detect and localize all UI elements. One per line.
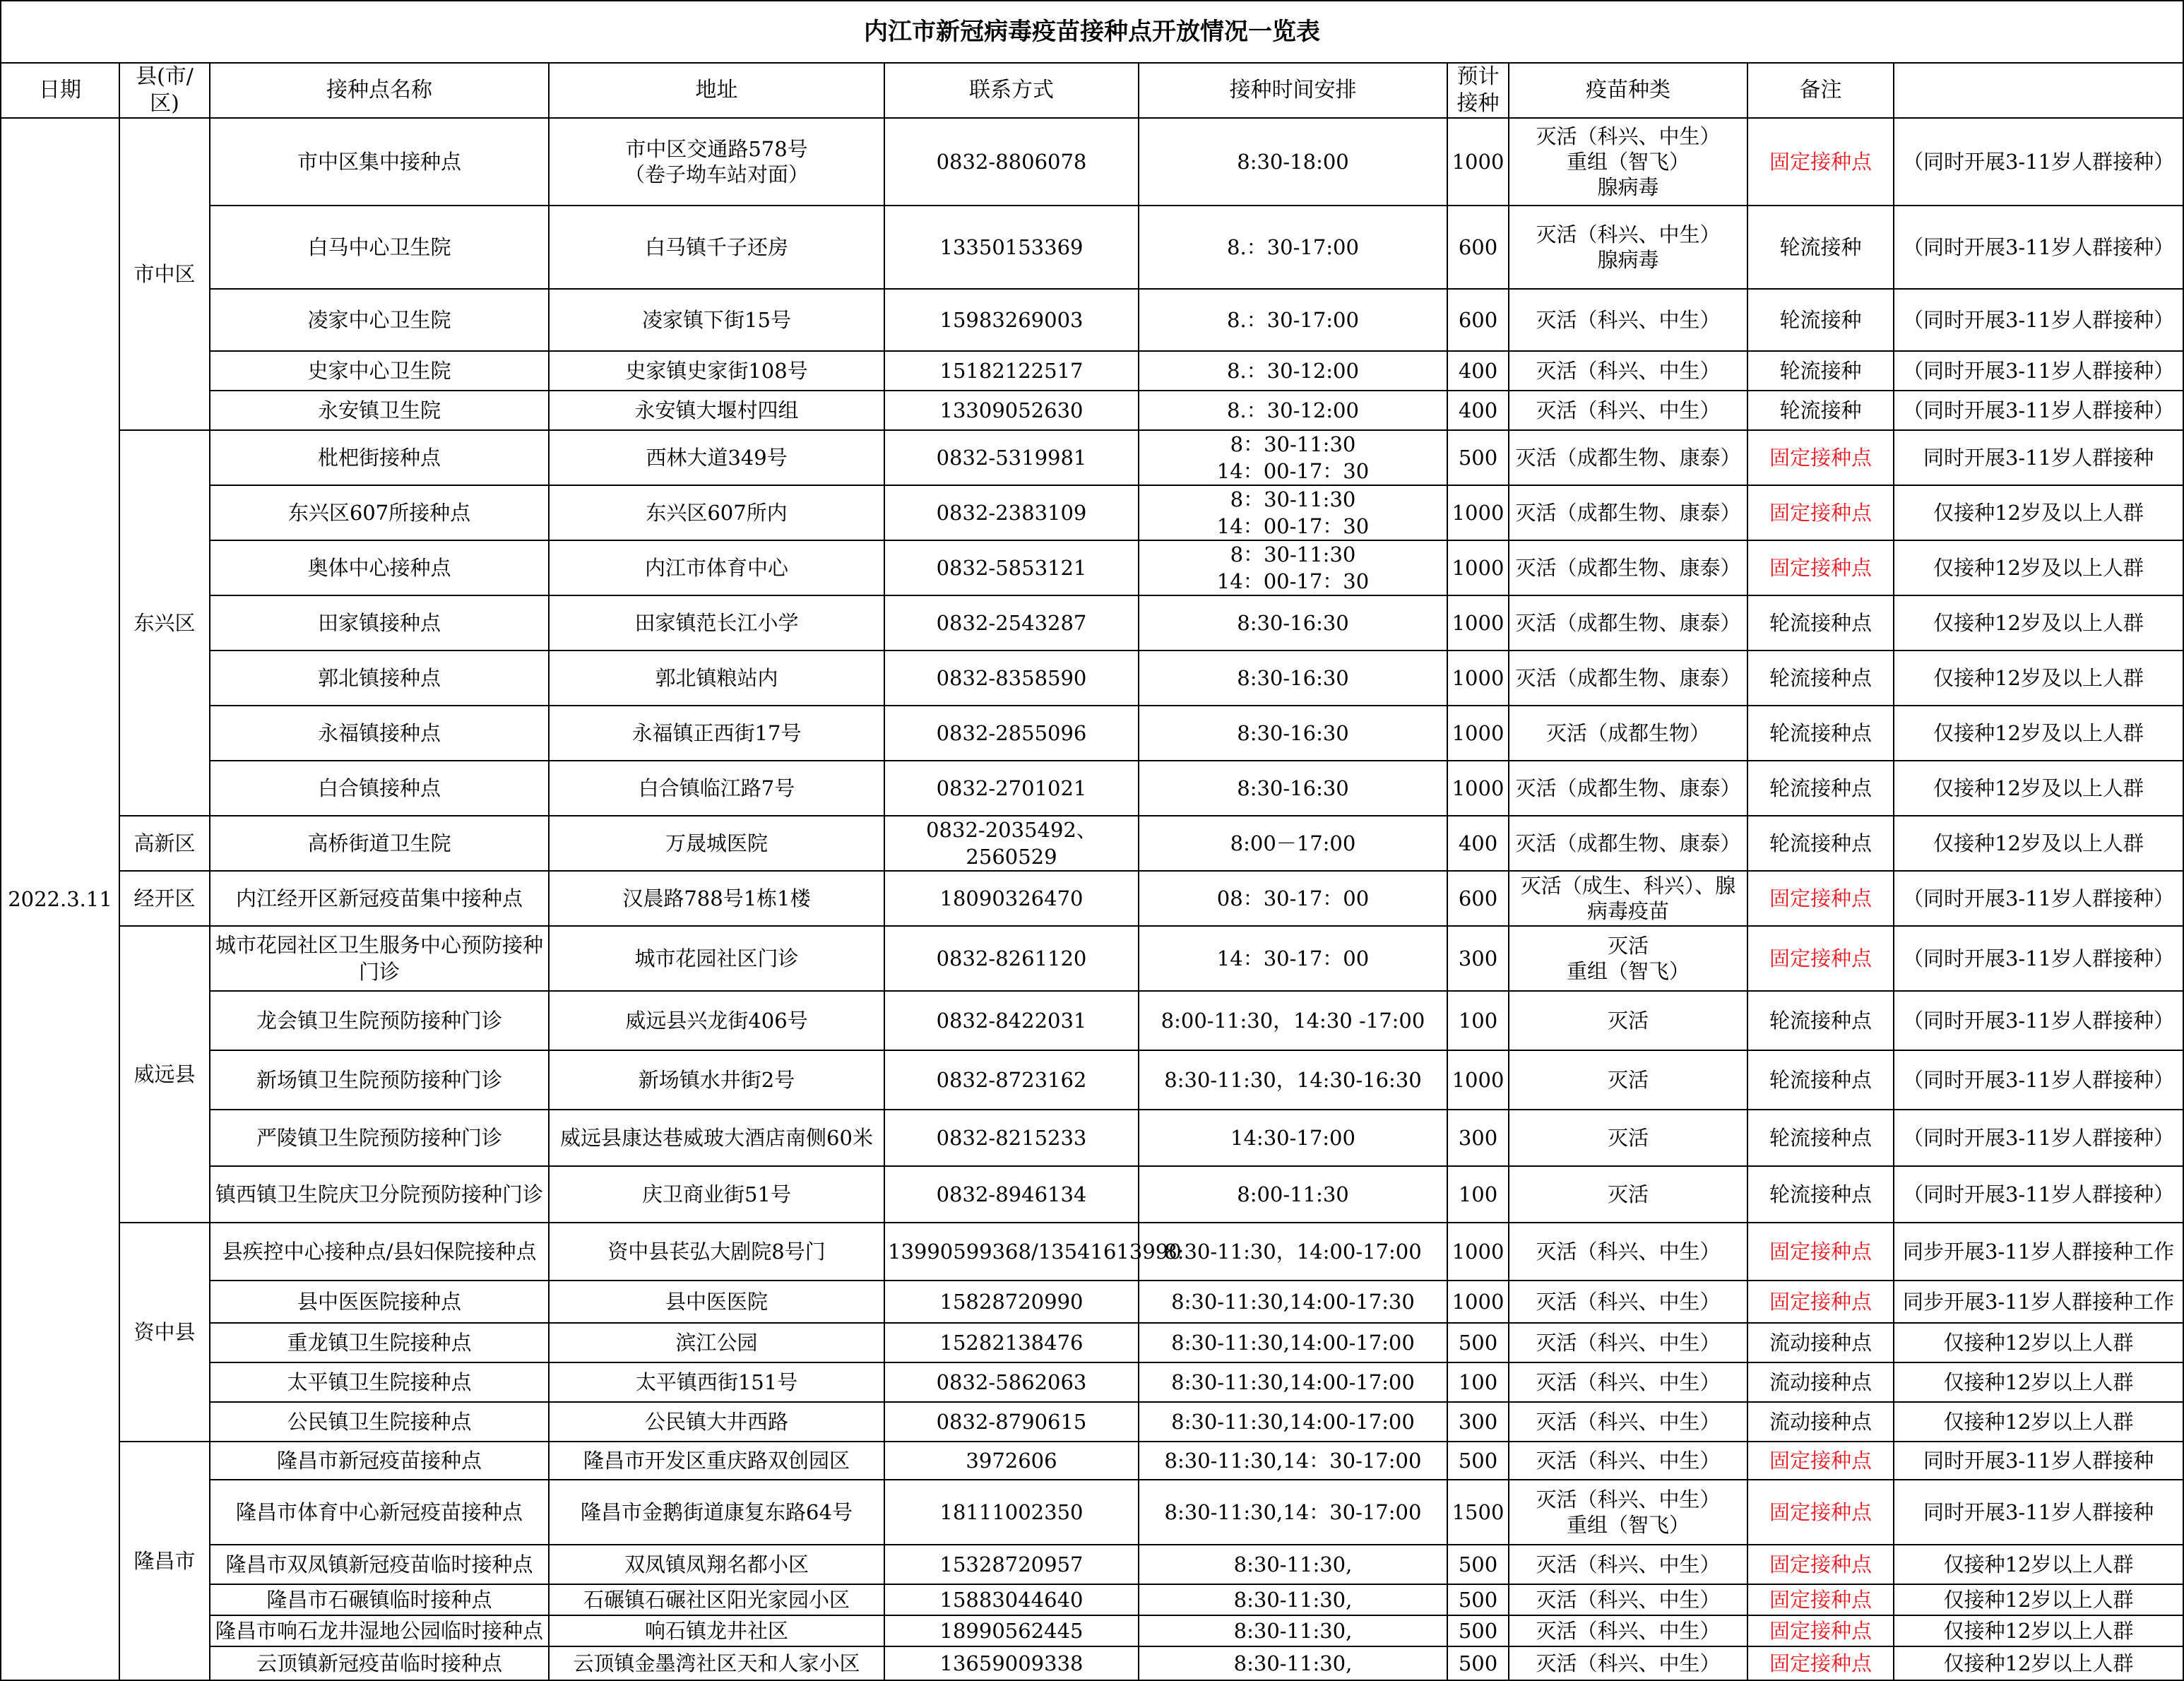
schedule-cell: 8:30-11:30, xyxy=(1139,1615,1447,1646)
header-contact: 联系方式 xyxy=(884,63,1139,118)
vaccine-type-cell: 灭活（科兴、中生） xyxy=(1509,289,1747,351)
contact-cell: 15983269003 xyxy=(884,289,1139,351)
remark-cell: 固定接种点 xyxy=(1747,1480,1894,1545)
site-name-cell: 隆昌市体育中心新冠疫苗接种点 xyxy=(210,1480,549,1545)
address-cell: 市中区交通路578号 （卷子坳车站对面） xyxy=(549,118,884,206)
table-row xyxy=(1,1480,2183,1545)
district-cell: 市中区 xyxy=(119,118,210,430)
capacity-cell: 400 xyxy=(1447,351,1509,391)
vaccine-type-cell: 灭活 xyxy=(1509,991,1747,1050)
vaccine-type-cell: 灭活（成都生物、康泰） xyxy=(1509,595,1747,651)
district-cell: 资中县 xyxy=(119,1223,210,1442)
address-cell: 东兴区607所内 xyxy=(549,485,884,540)
remark-cell: 轮流接种点 xyxy=(1747,1166,1894,1223)
capacity-cell: 500 xyxy=(1447,1442,1509,1480)
remark-cell: 轮流接种点 xyxy=(1747,816,1894,871)
vaccine-type-cell: 灭活（科兴、中生） xyxy=(1509,1442,1747,1480)
schedule-cell: 8:30-11:30,14:00-17:00 xyxy=(1139,1323,1447,1362)
table-row xyxy=(1,1402,2183,1442)
capacity-cell: 300 xyxy=(1447,1402,1509,1442)
remark-cell: 固定接种点 xyxy=(1747,1584,1894,1615)
address-cell: 资中县苌弘大剧院8号门 xyxy=(549,1223,884,1281)
vaccine-type-cell: 灭活（科兴、中生） xyxy=(1509,351,1747,391)
schedule-cell: 8:30-16:30 xyxy=(1139,651,1447,706)
note-cell: 仅接种12岁以上人群 xyxy=(1894,1545,2183,1584)
contact-cell: 15182122517 xyxy=(884,351,1139,391)
address-cell: 滨江公园 xyxy=(549,1323,884,1362)
vaccine-type-cell: 灭活 xyxy=(1509,1166,1747,1223)
schedule-cell: 08：30-17：00 xyxy=(1139,871,1447,926)
site-name-cell: 奥体中心接种点 xyxy=(210,540,549,595)
header-row xyxy=(1,63,2183,118)
remark-cell: 轮流接种点 xyxy=(1747,1050,1894,1110)
contact-cell: 3972606 xyxy=(884,1442,1139,1480)
capacity-cell: 1000 xyxy=(1447,706,1509,761)
address-cell: 郭北镇粮站内 xyxy=(549,651,884,706)
note-cell: 仅接种12岁以上人群 xyxy=(1894,1402,2183,1442)
site-name-cell: 重龙镇卫生院接种点 xyxy=(210,1323,549,1362)
schedule-cell: 8:30-11:30, xyxy=(1139,1584,1447,1615)
district-cell: 高新区 xyxy=(119,816,210,871)
table-row xyxy=(1,1281,2183,1323)
contact-cell: 15828720990 xyxy=(884,1281,1139,1323)
district-cell: 隆昌市 xyxy=(119,1442,210,1680)
site-name-cell: 白合镇接种点 xyxy=(210,761,549,816)
remark-cell: 轮流接种点 xyxy=(1747,706,1894,761)
note-cell: 仅接种12岁及以上人群 xyxy=(1894,706,2183,761)
address-cell: 史家镇史家街108号 xyxy=(549,351,884,391)
address-cell: 田家镇范长江小学 xyxy=(549,595,884,651)
contact-cell: 18090326470 xyxy=(884,871,1139,926)
contact-cell: 0832-2035492、2560529 xyxy=(884,816,1139,871)
table-row xyxy=(1,289,2183,351)
capacity-cell: 300 xyxy=(1447,926,1509,991)
table-row xyxy=(1,651,2183,706)
district-cell: 经开区 xyxy=(119,871,210,926)
site-name-cell: 高桥街道卫生院 xyxy=(210,816,549,871)
capacity-cell: 1000 xyxy=(1447,1050,1509,1110)
note-cell: （同时开展3-11岁人群接种） xyxy=(1894,206,2183,289)
remark-cell: 固定接种点 xyxy=(1747,871,1894,926)
remark-cell: 轮流接种点 xyxy=(1747,595,1894,651)
vaccine-type-cell: 灭活（科兴、中生） xyxy=(1509,1615,1747,1646)
site-name-cell: 田家镇接种点 xyxy=(210,595,549,651)
site-name-cell: 严陵镇卫生院预防接种门诊 xyxy=(210,1110,549,1166)
address-cell: 威远县康达巷威玻大酒店南侧60米 xyxy=(549,1110,884,1166)
note-cell: 同步开展3-11岁人群接种工作 xyxy=(1894,1223,2183,1281)
contact-cell: 0832-5862063 xyxy=(884,1362,1139,1402)
contact-cell: 0832-8215233 xyxy=(884,1110,1139,1166)
schedule-cell: 8.：30-17:00 xyxy=(1139,206,1447,289)
schedule-cell: 8:00-11:30 xyxy=(1139,1166,1447,1223)
capacity-cell: 400 xyxy=(1447,391,1509,430)
remark-cell: 流动接种点 xyxy=(1747,1323,1894,1362)
vaccine-type-cell: 灭活 xyxy=(1509,1110,1747,1166)
table-row xyxy=(1,351,2183,391)
capacity-cell: 1000 xyxy=(1447,118,1509,206)
contact-cell: 0832-8946134 xyxy=(884,1166,1139,1223)
table-row xyxy=(1,430,2183,485)
note-cell: 仅接种12岁以上人群 xyxy=(1894,1646,2183,1680)
header-date: 日期 xyxy=(1,63,119,118)
table-row xyxy=(1,926,2183,991)
schedule-cell: 8.：30-12:00 xyxy=(1139,391,1447,430)
site-name-cell: 太平镇卫生院接种点 xyxy=(210,1362,549,1402)
note-cell: 仅接种12岁及以上人群 xyxy=(1894,485,2183,540)
address-cell: 永福镇正西街17号 xyxy=(549,706,884,761)
remark-cell: 轮流接种 xyxy=(1747,391,1894,430)
remark-cell: 轮流接种点 xyxy=(1747,761,1894,816)
remark-cell: 流动接种点 xyxy=(1747,1362,1894,1402)
contact-cell: 0832-5319981 xyxy=(884,430,1139,485)
remark-cell: 固定接种点 xyxy=(1747,118,1894,206)
note-cell: 仅接种12岁及以上人群 xyxy=(1894,595,2183,651)
note-cell: （同时开展3-11岁人群接种） xyxy=(1894,991,2183,1050)
vaccine-type-cell: 灭活（科兴、中生） xyxy=(1509,1323,1747,1362)
capacity-cell: 400 xyxy=(1447,816,1509,871)
title-row xyxy=(1,1,2183,63)
vaccine-type-cell: 灭活（成都生物、康泰） xyxy=(1509,430,1747,485)
schedule-cell: 8:30-11:30,14：30-17:00 xyxy=(1139,1442,1447,1480)
table-row xyxy=(1,1166,2183,1223)
capacity-cell: 1000 xyxy=(1447,540,1509,595)
contact-cell: 0832-2543287 xyxy=(884,595,1139,651)
capacity-cell: 600 xyxy=(1447,289,1509,351)
capacity-cell: 500 xyxy=(1447,1584,1509,1615)
schedule-cell: 8:30-11:30,14：30-17:00 xyxy=(1139,1480,1447,1545)
address-cell: 凌家镇下街15号 xyxy=(549,289,884,351)
schedule-cell: 8:30-11:30,14:00-17:00 xyxy=(1139,1362,1447,1402)
capacity-cell: 100 xyxy=(1447,1166,1509,1223)
address-cell: 汉晨路788号1栋1楼 xyxy=(549,871,884,926)
remark-cell: 固定接种点 xyxy=(1747,1442,1894,1480)
vaccine-type-cell: 灭活（科兴、中生） xyxy=(1509,1362,1747,1402)
table-row xyxy=(1,118,2183,206)
note-cell: （同时开展3-11岁人群接种） xyxy=(1894,1110,2183,1166)
table-row xyxy=(1,1110,2183,1166)
note-cell: 仅接种12岁及以上人群 xyxy=(1894,816,2183,871)
site-name-cell: 永福镇接种点 xyxy=(210,706,549,761)
contact-cell: 0832-8358590 xyxy=(884,651,1139,706)
date-cell: 2022.3.11 xyxy=(1,118,119,1680)
table-row xyxy=(1,1050,2183,1110)
contact-cell: 0832-2855096 xyxy=(884,706,1139,761)
contact-cell: 18111002350 xyxy=(884,1480,1139,1545)
site-name-cell: 新场镇卫生院预防接种门诊 xyxy=(210,1050,549,1110)
schedule-cell: 8.：30-12:00 xyxy=(1139,351,1447,391)
address-cell: 云顶镇金墨湾社区天和人家小区 xyxy=(549,1646,884,1680)
site-name-cell: 内江经开区新冠疫苗集中接种点 xyxy=(210,871,549,926)
remark-cell: 固定接种点 xyxy=(1747,1615,1894,1646)
vaccine-type-cell: 灭活（成都生物、康泰） xyxy=(1509,816,1747,871)
capacity-cell: 1000 xyxy=(1447,595,1509,651)
header-district: 县(市/区) xyxy=(119,63,210,118)
table-row xyxy=(1,991,2183,1050)
header-vaccine-type: 疫苗种类 xyxy=(1509,63,1747,118)
schedule-cell: 8：30-11:30 14：00-17：30 xyxy=(1139,485,1447,540)
site-name-cell: 县疾控中心接种点/县妇保院接种点 xyxy=(210,1223,549,1281)
site-name-cell: 隆昌市新冠疫苗接种点 xyxy=(210,1442,549,1480)
vaccine-type-cell: 灭活（科兴、中生） xyxy=(1509,1545,1747,1584)
capacity-cell: 500 xyxy=(1447,1615,1509,1646)
remark-cell: 固定接种点 xyxy=(1747,1281,1894,1323)
site-name-cell: 镇西镇卫生院庆卫分院预防接种门诊 xyxy=(210,1166,549,1223)
vaccine-type-cell: 灭活（科兴、中生） xyxy=(1509,1584,1747,1615)
table-row xyxy=(1,706,2183,761)
contact-cell: 0832-8261120 xyxy=(884,926,1139,991)
schedule-cell: 8:30-11:30，14:00-17:00 xyxy=(1139,1223,1447,1281)
remark-cell: 轮流接种 xyxy=(1747,289,1894,351)
address-cell: 公民镇大井西路 xyxy=(549,1402,884,1442)
note-cell: （同时开展3-11岁人群接种） xyxy=(1894,391,2183,430)
vaccine-type-cell: 灭活（成都生物） xyxy=(1509,706,1747,761)
header-capacity: 预计接种 xyxy=(1447,63,1509,118)
contact-cell: 0832-2383109 xyxy=(884,485,1139,540)
address-cell: 白合镇临江路7号 xyxy=(549,761,884,816)
address-cell: 西林大道349号 xyxy=(549,430,884,485)
note-cell: （同时开展3-11岁人群接种） xyxy=(1894,926,2183,991)
note-cell: 仅接种12岁以上人群 xyxy=(1894,1362,2183,1402)
address-cell: 石碾镇石碾社区阳光家园小区 xyxy=(549,1584,884,1615)
capacity-cell: 1000 xyxy=(1447,761,1509,816)
table-row xyxy=(1,1362,2183,1402)
note-cell: （同时开展3-11岁人群接种） xyxy=(1894,118,2183,206)
capacity-cell: 500 xyxy=(1447,1545,1509,1584)
schedule-cell: 8:30-18:00 xyxy=(1139,118,1447,206)
note-cell: 仅接种12岁以上人群 xyxy=(1894,1584,2183,1615)
contact-cell: 0832-5853121 xyxy=(884,540,1139,595)
vaccine-type-cell: 灭活（成都生物、康泰） xyxy=(1509,485,1747,540)
note-cell: （同时开展3-11岁人群接种） xyxy=(1894,351,2183,391)
site-name-cell: 隆昌市石碾镇临时接种点 xyxy=(210,1584,549,1615)
capacity-cell: 500 xyxy=(1447,430,1509,485)
note-cell: （同时开展3-11岁人群接种） xyxy=(1894,1166,2183,1223)
schedule-cell: 8:30-16:30 xyxy=(1139,706,1447,761)
address-cell: 威远县兴龙街406号 xyxy=(549,991,884,1050)
contact-cell: 15883044640 xyxy=(884,1584,1139,1615)
site-name-cell: 史家中心卫生院 xyxy=(210,351,549,391)
address-cell: 隆昌市金鹅街道康复东路64号 xyxy=(549,1480,884,1545)
table-row xyxy=(1,1646,2183,1680)
site-name-cell: 凌家中心卫生院 xyxy=(210,289,549,351)
site-name-cell: 公民镇卫生院接种点 xyxy=(210,1402,549,1442)
header-schedule: 接种时间安排 xyxy=(1139,63,1447,118)
sheet-title: 内江市新冠病毒疫苗接种点开放情况一览表 xyxy=(1,1,2183,63)
schedule-cell: 8:30-11:30,14:00-17:00 xyxy=(1139,1402,1447,1442)
vaccine-type-cell: 灭活 xyxy=(1509,1050,1747,1110)
capacity-cell: 600 xyxy=(1447,206,1509,289)
table-row xyxy=(1,540,2183,595)
address-cell: 庆卫商业街51号 xyxy=(549,1166,884,1223)
remark-cell: 固定接种点 xyxy=(1747,1223,1894,1281)
site-name-cell: 龙会镇卫生院预防接种门诊 xyxy=(210,991,549,1050)
vaccine-type-cell: 灭活（科兴、中生） xyxy=(1509,391,1747,430)
note-cell: 仅接种12岁及以上人群 xyxy=(1894,651,2183,706)
remark-cell: 固定接种点 xyxy=(1747,1545,1894,1584)
vaccine-type-cell: 灭活（成都生物、康泰） xyxy=(1509,651,1747,706)
address-cell: 双凤镇凤翔名都小区 xyxy=(549,1545,884,1584)
remark-cell: 轮流接种点 xyxy=(1747,1110,1894,1166)
district-cell: 威远县 xyxy=(119,926,210,1223)
vaccine-type-cell: 灭活（科兴、中生） 腺病毒 xyxy=(1509,206,1747,289)
contact-cell: 13350153369 xyxy=(884,206,1139,289)
schedule-cell: 8.：30-17:00 xyxy=(1139,289,1447,351)
vaccine-type-cell: 灭活（科兴、中生） 重组（智飞） xyxy=(1509,1480,1747,1545)
capacity-cell: 1000 xyxy=(1447,485,1509,540)
table-row xyxy=(1,485,2183,540)
contact-cell: 18990562445 xyxy=(884,1615,1139,1646)
remark-cell: 固定接种点 xyxy=(1747,485,1894,540)
capacity-cell: 100 xyxy=(1447,1362,1509,1402)
site-name-cell: 郭北镇接种点 xyxy=(210,651,549,706)
table-row xyxy=(1,1223,2183,1281)
capacity-cell: 100 xyxy=(1447,991,1509,1050)
remark-cell: 固定接种点 xyxy=(1747,926,1894,991)
capacity-cell: 500 xyxy=(1447,1646,1509,1680)
schedule-cell: 8:30-16:30 xyxy=(1139,761,1447,816)
capacity-cell: 1000 xyxy=(1447,1223,1509,1281)
capacity-cell: 1500 xyxy=(1447,1480,1509,1545)
table-row xyxy=(1,595,2183,651)
schedule-cell: 8：30-11:30 14：00-17：30 xyxy=(1139,430,1447,485)
note-cell: 仅接种12岁以上人群 xyxy=(1894,1615,2183,1646)
contact-cell: 0832-2701021 xyxy=(884,761,1139,816)
contact-cell: 0832-8790615 xyxy=(884,1402,1139,1442)
site-name-cell: 县中医医院接种点 xyxy=(210,1281,549,1323)
note-cell: （同时开展3-11岁人群接种） xyxy=(1894,1050,2183,1110)
remark-cell: 固定接种点 xyxy=(1747,430,1894,485)
schedule-cell: 8:30-11:30, xyxy=(1139,1545,1447,1584)
district-cell: 东兴区 xyxy=(119,430,210,816)
note-cell: 仅接种12岁以上人群 xyxy=(1894,1323,2183,1362)
contact-cell: 13659009338 xyxy=(884,1646,1139,1680)
remark-cell: 轮流接种点 xyxy=(1747,651,1894,706)
schedule-cell: 8:30-11:30,14:00-17:30 xyxy=(1139,1281,1447,1323)
table-row xyxy=(1,1615,2183,1646)
note-cell: 同时开展3-11岁人群接种 xyxy=(1894,430,2183,485)
note-cell: 同时开展3-11岁人群接种 xyxy=(1894,1442,2183,1480)
site-name-cell: 永安镇卫生院 xyxy=(210,391,549,430)
contact-cell: 0832-8806078 xyxy=(884,118,1139,206)
address-cell: 隆昌市开发区重庆路双创园区 xyxy=(549,1442,884,1480)
capacity-cell: 500 xyxy=(1447,1323,1509,1362)
address-cell: 太平镇西街151号 xyxy=(549,1362,884,1402)
contact-cell: 13990599368/13541613990 xyxy=(884,1223,1139,1281)
site-name-cell: 东兴区607所接种点 xyxy=(210,485,549,540)
table-row xyxy=(1,206,2183,289)
table-row xyxy=(1,391,2183,430)
table-row xyxy=(1,1442,2183,1480)
remark-cell: 固定接种点 xyxy=(1747,540,1894,595)
contact-cell: 15282138476 xyxy=(884,1323,1139,1362)
site-name-cell: 隆昌市双凤镇新冠疫苗临时接种点 xyxy=(210,1545,549,1584)
capacity-cell: 300 xyxy=(1447,1110,1509,1166)
vaccine-type-cell: 灭活（科兴、中生） xyxy=(1509,1646,1747,1680)
contact-cell: 0832-8422031 xyxy=(884,991,1139,1050)
address-cell: 响石镇龙井社区 xyxy=(549,1615,884,1646)
note-cell: 同步开展3-11岁人群接种工作 xyxy=(1894,1281,2183,1323)
capacity-cell: 1000 xyxy=(1447,651,1509,706)
schedule-cell: 8:30-11:30, xyxy=(1139,1646,1447,1680)
note-cell: （同时开展3-11岁人群接种） xyxy=(1894,289,2183,351)
table-row xyxy=(1,761,2183,816)
site-name-cell: 城市花园社区卫生服务中心预防接种门诊 xyxy=(210,926,549,991)
schedule-cell: 14:30-17:00 xyxy=(1139,1110,1447,1166)
site-name-cell: 隆昌市响石龙井湿地公园临时接种点 xyxy=(210,1615,549,1646)
address-cell: 万晟城医院 xyxy=(549,816,884,871)
vaccine-type-cell: 灭活（科兴、中生） xyxy=(1509,1223,1747,1281)
address-cell: 城市花园社区门诊 xyxy=(549,926,884,991)
schedule-cell: 14：30-17：00 xyxy=(1139,926,1447,991)
schedule-cell: 8:30-16:30 xyxy=(1139,595,1447,651)
vaccine-type-cell: 灭活（科兴、中生） xyxy=(1509,1402,1747,1442)
schedule-cell: 8:00－17:00 xyxy=(1139,816,1447,871)
note-cell: 同时开展3-11岁人群接种 xyxy=(1894,1480,2183,1545)
table-row xyxy=(1,816,2183,871)
vaccine-type-cell: 灭活（成都生物、康泰） xyxy=(1509,761,1747,816)
header-note xyxy=(1894,63,2183,118)
capacity-cell: 1000 xyxy=(1447,1281,1509,1323)
header-site-name: 接种点名称 xyxy=(210,63,549,118)
vaccine-type-cell: 灭活（科兴、中生） 重组（智飞） 腺病毒 xyxy=(1509,118,1747,206)
header-address: 地址 xyxy=(549,63,884,118)
address-cell: 白马镇千子还房 xyxy=(549,206,884,289)
schedule-cell: 8:00-11:30，14:30 -17:00 xyxy=(1139,991,1447,1050)
remark-cell: 固定接种点 xyxy=(1747,1646,1894,1680)
remark-cell: 轮流接种 xyxy=(1747,351,1894,391)
table-row xyxy=(1,1584,2183,1615)
site-name-cell: 白马中心卫生院 xyxy=(210,206,549,289)
table-row xyxy=(1,1545,2183,1584)
schedule-cell: 8:30-11:30，14:30-16:30 xyxy=(1139,1050,1447,1110)
schedule-cell: 8：30-11:30 14：00-17：30 xyxy=(1139,540,1447,595)
site-name-cell: 枇杷街接种点 xyxy=(210,430,549,485)
note-cell: 仅接种12岁及以上人群 xyxy=(1894,540,2183,595)
capacity-cell: 600 xyxy=(1447,871,1509,926)
table-row xyxy=(1,871,2183,926)
vaccine-type-cell: 灭活（科兴、中生） xyxy=(1509,1281,1747,1323)
vaccine-type-cell: 灭活 重组（智飞） xyxy=(1509,926,1747,991)
note-cell: （同时开展3-11岁人群接种） xyxy=(1894,871,2183,926)
site-name-cell: 云顶镇新冠疫苗临时接种点 xyxy=(210,1646,549,1680)
address-cell: 永安镇大堰村四组 xyxy=(549,391,884,430)
contact-cell: 13309052630 xyxy=(884,391,1139,430)
contact-cell: 15328720957 xyxy=(884,1545,1139,1584)
remark-cell: 轮流接种 xyxy=(1747,206,1894,289)
contact-cell: 0832-8723162 xyxy=(884,1050,1139,1110)
note-cell: 仅接种12岁及以上人群 xyxy=(1894,761,2183,816)
vaccine-type-cell: 灭活（成都生物、康泰） xyxy=(1509,540,1747,595)
address-cell: 新场镇水井街2号 xyxy=(549,1050,884,1110)
address-cell: 内江市体育中心 xyxy=(549,540,884,595)
address-cell: 县中医医院 xyxy=(549,1281,884,1323)
table-row xyxy=(1,1323,2183,1362)
remark-cell: 流动接种点 xyxy=(1747,1402,1894,1442)
header-remark: 备注 xyxy=(1747,63,1894,118)
vaccine-type-cell: 灭活（成生、科兴）、腺病毒疫苗 xyxy=(1509,871,1747,926)
site-name-cell: 市中区集中接种点 xyxy=(210,118,549,206)
remark-cell: 轮流接种点 xyxy=(1747,991,1894,1050)
